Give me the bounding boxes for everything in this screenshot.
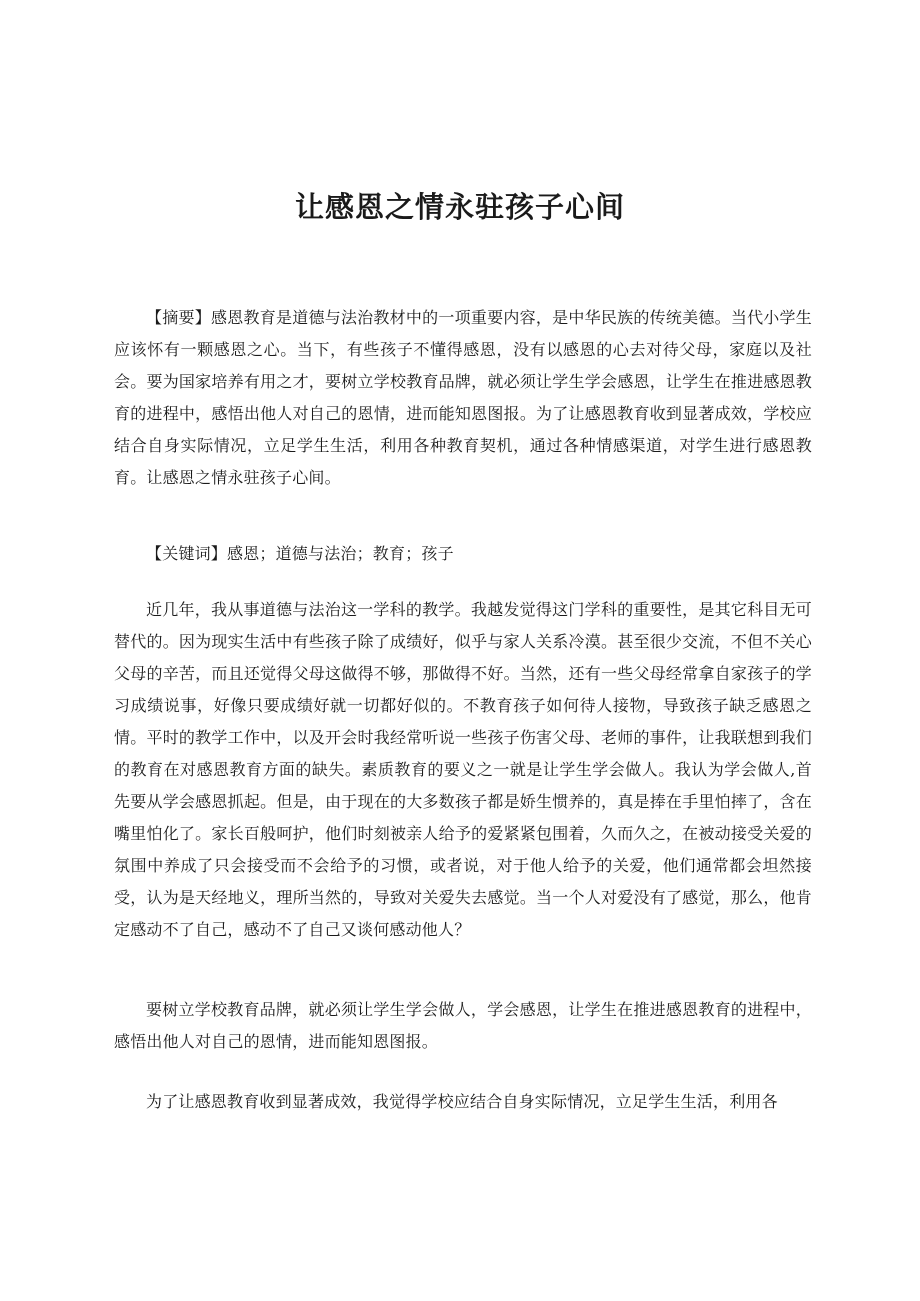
body-paragraph-2: 要树立学校教育品牌，就必须让学生学会做人，学会感恩，让学生在推进感恩教育的进程中，感悟出他人对自己的恩情，进而能知恩图报。 <box>114 1000 812 1051</box>
body-paragraph-1: 近几年，我从事道德与法治这一学科的教学。我越发觉得这门学科的重要性，是其它科目无可替代的。因为现实生活中有些孩子除了成绩好，似乎与家人关系冷漠。甚至很少交流，不但不关心父母的辛苦，而且还觉得父母这做得不够，那做得不好。当然，还有一些父母经常拿自家孩子的学习成绩说事，好像只要成绩好就一切都好似的。不教育孩子如何待人接物，导致孩子缺乏感恩之情。平时的教学工作中，以及开会时我经常听说一些孩子伤害父母、老师的事件，让我联想到我们的教育在对感恩教育方面的缺失。素质教育的要义之一就是让学生学会做人。我认为学会做人,首先要从学会感恩抓起。但是，由于现在的大多数孩子都是娇生惯养的，真是捧在手里怕摔了，含在嘴里怕化了。家长百般呵护，他们时刻被亲人给予的爱紧紧包围着，久而久之，在被动接受关爱的氛围中养成了只会接受而不会给予的习惯，或者说，对于他人给予的关爱，他们通常都会坦然接受，认为是天经地义，理所当然的，导致对关爱失去感觉。当一个人对爱没有了感觉，那么，他肯定感动不了自己，感动不了自己又谈何感动他人？ <box>114 600 812 939</box>
document-title: 让感恩之情永驻孩子心间 <box>294 190 625 225</box>
body-paragraph-3: 为了让感恩教育收到显著成效，我觉得学校应结合自身实际情况，立足学生生活，利用各 <box>146 1092 778 1111</box>
keywords-paragraph: 【关键词】感恩；道德与法治；教育；孩子 <box>146 544 454 563</box>
abstract-paragraph: 【摘要】感恩教育是道德与法治教材中的一项重要内容，是中华民族的传统美德。当代小学生应该怀有一颗感恩之心。当下，有些孩子不懂得感恩，没有以感恩的心去对待父母，家庭以及社会。要为国家培养有用之才，要树立学校教育品牌，就必须让学生学会感恩，让学生在推进感恩教育的进程中，感悟出他人对自己的恩情，进而能知恩图报。为了让感恩教育收到显著成效，学校应结合自身实际情况，立足学生生活，利用各种教育契机，通过各种情感渠道，对学生进行感恩教育。让感恩之情永驻孩子心间。 <box>114 308 812 487</box>
